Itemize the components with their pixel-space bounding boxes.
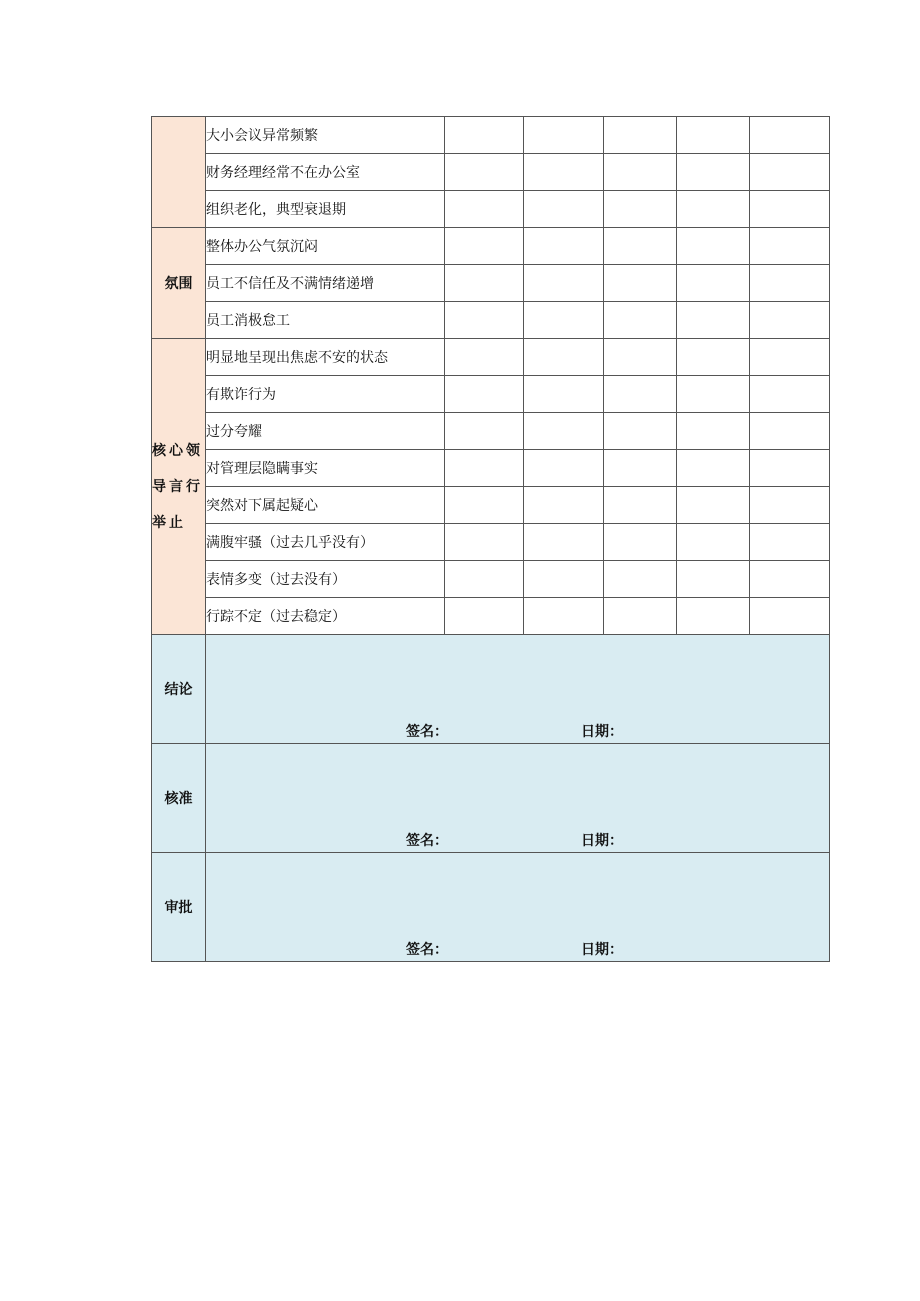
date-label: 日期： bbox=[581, 942, 623, 958]
score-cell[interactable] bbox=[604, 228, 677, 265]
item-label: 有欺诈行为 bbox=[206, 376, 445, 413]
approval-row bbox=[152, 744, 830, 853]
table-row bbox=[152, 228, 830, 265]
review-input-area[interactable] bbox=[206, 853, 830, 962]
score-cell[interactable] bbox=[445, 524, 524, 561]
score-cell[interactable] bbox=[604, 154, 677, 191]
item-label: 大小会议异常频繁 bbox=[206, 117, 445, 154]
table-row bbox=[152, 450, 830, 487]
item-label: 组织老化，典型衰退期 bbox=[206, 191, 445, 228]
score-cell[interactable] bbox=[677, 228, 750, 265]
score-cell[interactable] bbox=[750, 598, 830, 635]
score-cell[interactable] bbox=[750, 265, 830, 302]
score-cell[interactable] bbox=[677, 487, 750, 524]
score-cell[interactable] bbox=[524, 487, 604, 524]
table-row bbox=[152, 339, 830, 376]
score-cell[interactable] bbox=[677, 450, 750, 487]
score-cell[interactable] bbox=[524, 561, 604, 598]
score-cell[interactable] bbox=[524, 376, 604, 413]
score-cell[interactable] bbox=[750, 302, 830, 339]
score-cell[interactable] bbox=[445, 154, 524, 191]
score-cell[interactable] bbox=[750, 450, 830, 487]
score-cell[interactable] bbox=[677, 191, 750, 228]
risk-assessment-table bbox=[151, 116, 830, 962]
score-cell[interactable] bbox=[524, 228, 604, 265]
table-row bbox=[152, 413, 830, 450]
score-cell[interactable] bbox=[604, 265, 677, 302]
score-cell[interactable] bbox=[524, 413, 604, 450]
score-cell[interactable] bbox=[524, 524, 604, 561]
review-row bbox=[152, 853, 830, 962]
table-row bbox=[152, 117, 830, 154]
score-cell[interactable] bbox=[604, 413, 677, 450]
item-label: 员工消极怠工 bbox=[206, 302, 445, 339]
score-cell[interactable] bbox=[445, 265, 524, 302]
item-label: 过分夸耀 bbox=[206, 413, 445, 450]
signature-label: 签名： bbox=[406, 942, 448, 958]
score-cell[interactable] bbox=[445, 376, 524, 413]
date-label: 日期： bbox=[581, 833, 623, 849]
score-cell[interactable] bbox=[524, 339, 604, 376]
item-label: 对管理层隐瞒事实 bbox=[206, 450, 445, 487]
item-label: 明显地呈现出焦虑不安的状态 bbox=[206, 339, 445, 376]
category-leader-behavior: 核心领导言行举止 bbox=[152, 339, 206, 635]
score-cell[interactable] bbox=[524, 265, 604, 302]
approval-label: 核准 bbox=[152, 744, 206, 853]
score-cell[interactable] bbox=[445, 339, 524, 376]
score-cell[interactable] bbox=[445, 117, 524, 154]
item-label: 满腹牢骚（过去几乎没有） bbox=[206, 524, 445, 561]
category-atmosphere: 氛围 bbox=[152, 228, 206, 339]
item-label: 财务经理经常不在办公室 bbox=[206, 154, 445, 191]
score-cell[interactable] bbox=[750, 561, 830, 598]
item-label: 表情多变（过去没有） bbox=[206, 561, 445, 598]
item-label: 整体办公气氛沉闷 bbox=[206, 228, 445, 265]
score-cell[interactable] bbox=[750, 154, 830, 191]
item-label: 员工不信任及不满情绪递增 bbox=[206, 265, 445, 302]
score-cell[interactable] bbox=[750, 524, 830, 561]
item-label: 突然对下属起疑心 bbox=[206, 487, 445, 524]
score-cell[interactable] bbox=[524, 598, 604, 635]
score-cell[interactable] bbox=[677, 376, 750, 413]
conclusion-row bbox=[152, 635, 830, 744]
score-cell[interactable] bbox=[604, 487, 677, 524]
score-cell[interactable] bbox=[604, 302, 677, 339]
approval-input-area[interactable] bbox=[206, 744, 830, 853]
review-label: 审批 bbox=[152, 853, 206, 962]
score-cell[interactable] bbox=[445, 561, 524, 598]
score-cell[interactable] bbox=[677, 413, 750, 450]
signature-label: 签名： bbox=[406, 833, 448, 849]
score-cell[interactable] bbox=[677, 154, 750, 191]
category-organization bbox=[152, 117, 206, 228]
score-cell[interactable] bbox=[677, 598, 750, 635]
score-cell[interactable] bbox=[604, 450, 677, 487]
score-cell[interactable] bbox=[445, 228, 524, 265]
score-cell[interactable] bbox=[677, 302, 750, 339]
score-cell[interactable] bbox=[750, 191, 830, 228]
score-cell[interactable] bbox=[524, 302, 604, 339]
score-cell[interactable] bbox=[750, 487, 830, 524]
score-cell[interactable] bbox=[445, 487, 524, 524]
score-cell[interactable] bbox=[604, 598, 677, 635]
table-row bbox=[152, 376, 830, 413]
score-cell[interactable] bbox=[750, 413, 830, 450]
table-row bbox=[152, 154, 830, 191]
score-cell[interactable] bbox=[604, 524, 677, 561]
score-cell[interactable] bbox=[445, 191, 524, 228]
score-cell[interactable] bbox=[604, 191, 677, 228]
score-cell[interactable] bbox=[445, 302, 524, 339]
score-cell[interactable] bbox=[604, 339, 677, 376]
score-cell[interactable] bbox=[524, 450, 604, 487]
score-cell[interactable] bbox=[524, 154, 604, 191]
score-cell[interactable] bbox=[604, 561, 677, 598]
score-cell[interactable] bbox=[677, 339, 750, 376]
score-cell[interactable] bbox=[750, 339, 830, 376]
score-cell[interactable] bbox=[677, 561, 750, 598]
score-cell[interactable] bbox=[677, 265, 750, 302]
score-cell[interactable] bbox=[604, 117, 677, 154]
table-row bbox=[152, 191, 830, 228]
table-row bbox=[152, 487, 830, 524]
score-cell[interactable] bbox=[677, 117, 750, 154]
table-row bbox=[152, 265, 830, 302]
score-cell[interactable] bbox=[750, 228, 830, 265]
score-cell[interactable] bbox=[524, 191, 604, 228]
score-cell[interactable] bbox=[524, 117, 604, 154]
conclusion-label: 结论 bbox=[152, 635, 206, 744]
table-row bbox=[152, 561, 830, 598]
score-cell[interactable] bbox=[677, 524, 750, 561]
table-row bbox=[152, 598, 830, 635]
table-row bbox=[152, 302, 830, 339]
signature-label: 签名： bbox=[406, 724, 448, 740]
score-cell[interactable] bbox=[445, 598, 524, 635]
score-cell[interactable] bbox=[445, 450, 524, 487]
score-cell[interactable] bbox=[604, 376, 677, 413]
table-row bbox=[152, 524, 830, 561]
item-label: 行踪不定（过去稳定） bbox=[206, 598, 445, 635]
date-label: 日期： bbox=[581, 724, 623, 740]
score-cell[interactable] bbox=[750, 117, 830, 154]
score-cell[interactable] bbox=[750, 376, 830, 413]
score-cell[interactable] bbox=[445, 413, 524, 450]
conclusion-input-area[interactable] bbox=[206, 635, 830, 744]
